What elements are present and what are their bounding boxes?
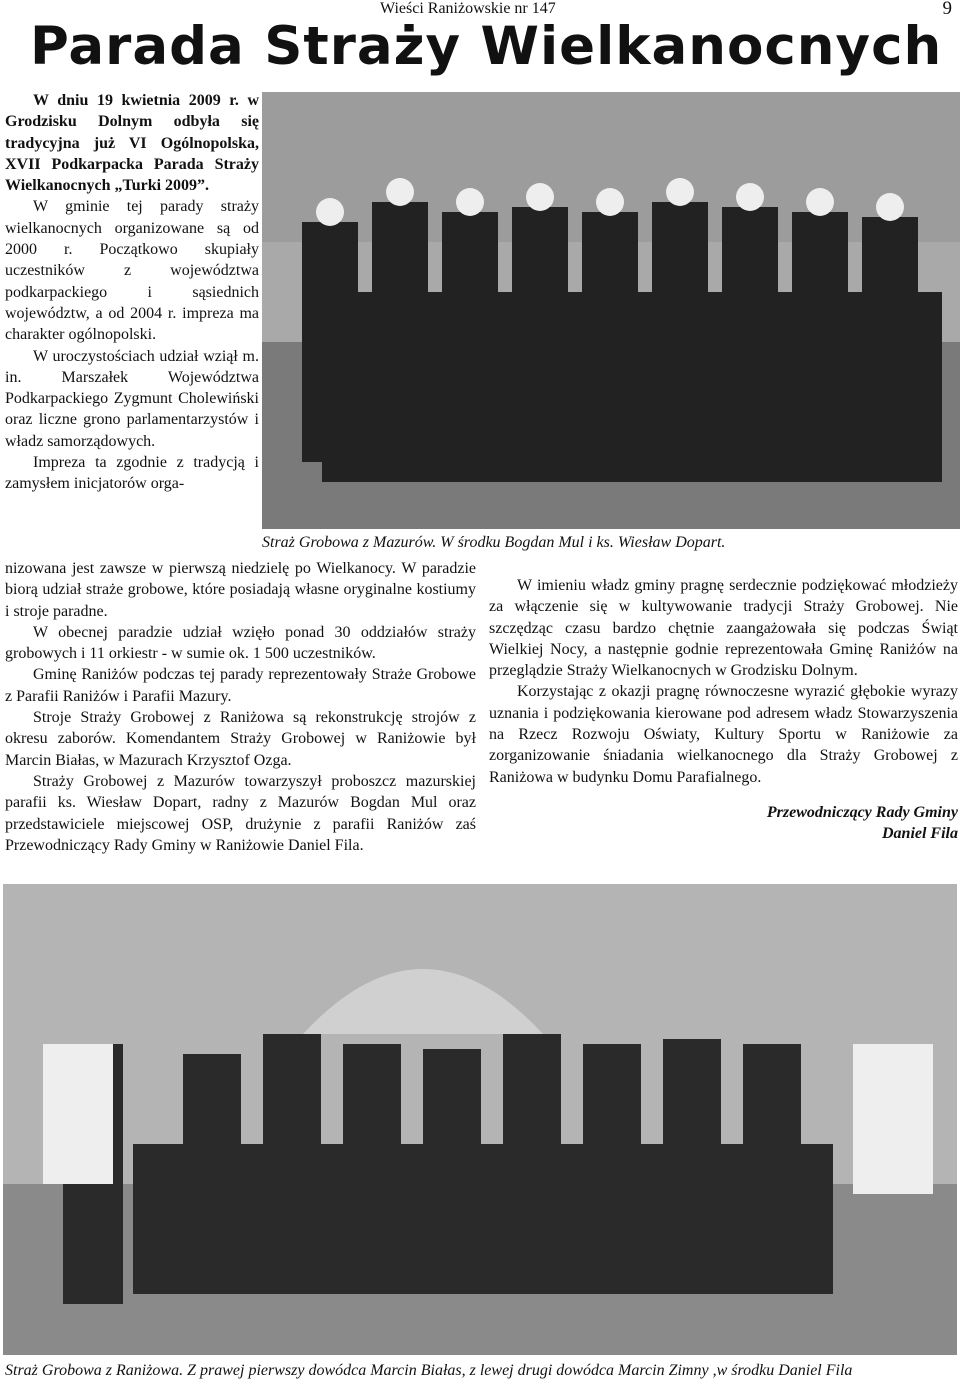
signature-role: Przewodniczący Rady Gminy (766, 803, 958, 821)
photo-caption: Straż Grobowa z Mazurów. W środku Bogdan Mul i ks. Wiesław Dopart. (262, 534, 726, 551)
paragraph: nizowana jest zawsze w pierwszą niedzielę po Wielkanocy. W paradzie biorą udział straże grobowe, które posiadają własne oryginalne kostiumy i stroje paradne. (5, 560, 476, 620)
article-column-left (5, 90, 259, 495)
photo-straz-ranizow (3, 884, 957, 1355)
photo-straz-mazury (262, 92, 960, 529)
paragraph: W uroczystościach udział wziął m. in. Marszałek Województwa Podkarpackiego Zygmunt Cholewiński oraz liczne grono parlamentarzystów i władz samorządowych. (5, 347, 259, 450)
page-number: 9 (942, 0, 952, 19)
article-column-right (489, 575, 958, 845)
paragraph: W obecnej paradzie udział wzięło ponad 30 oddziałów straży grobowych i 11 orkiestr - w sumie ok. 1 500 uczestników. (5, 623, 476, 663)
paragraph: Impreza ta zgodnie z tradycją i zamysłem inicjatorów orga- (5, 454, 259, 493)
paragraph: Gminę Raniżów podczas tej parady reprezentowały Straże Grobowe z Parafii Raniżów i Parafii Mazury. (5, 666, 476, 705)
article-title: Parada Straży Wielkanocnych (30, 16, 943, 77)
publication-name: Wieści Raniżowskie nr 147 (380, 0, 556, 17)
photo-caption: Straż Grobowa z Raniżowa. Z prawej pierwszy dowódca Marcin Białas, z lewej drugi dowódca Marcin Zimny ,w środku Daniel Fila (5, 1362, 853, 1379)
paragraph: W imieniu władz gminy pragnę serdecznie podziękować młodzieży za włączenie się w kultywowanie tradycji Straży Grobowej. Nie szczędząc czasu bardzo chętnie zaangażowała się podczas Świąt Wielkiej Nocy, a następnie godnie reprezentowała Gminę Raniżów na przeglądzie Straży Wielkanocnych w Grodzisku Dolnym. (489, 577, 958, 680)
paragraph: Stroje Straży Grobowej z Raniżowa są rekonstrukcję strojów z okresu zaborów. Komendantem Straży Grobowej w Raniżowie był Marcin Białas, w Mazurach Krzysztof Ozga. (5, 709, 476, 769)
paragraph: Korzystając z okazji pragnę równoczesne wyrazić głębokie wyrazy uznania i podziękowania kierowane pod adresem władz Stowarzyszenia na Rzecz Rozwoju Oświaty, Kultury Sportu w Raniżowie za zorganizowanie śniadania wielkanocnego dla Straży Grobowej z Raniżowa w budynku Domu Parafialnego. (489, 683, 958, 786)
signature-name: Daniel Fila (881, 825, 958, 843)
lead-paragraph: W dniu 19 kwietnia 2009 r. w Grodzisku Dolnym odbyła się tradycyjna już VI Ogólnopolska, XVII Podkarpacka Parada Straży Wielkanocnych „Turki 2009”. (5, 92, 259, 195)
article-column-middle (5, 558, 476, 856)
paragraph: W gminie tej parady straży wielkanocnych organizowane są od 2000 r. Początkowo skupiały uczestników z województwa podkarpackiego i sąsiednich województw, a od 2004 r. impreza ma charakter ogólnopolski. (5, 198, 259, 344)
paragraph: Straży Grobowej z Mazurów towarzyszył proboszcz mazurskiej parafii ks. Wiesław Dopart, radny z Mazurów Bogdan Mul oraz przedstawiciele miejscowej OSP, drużynie z parafii Raniżów zaś Przewodniczący Rady Gminy w Raniżowie Daniel Fila. (5, 772, 476, 854)
